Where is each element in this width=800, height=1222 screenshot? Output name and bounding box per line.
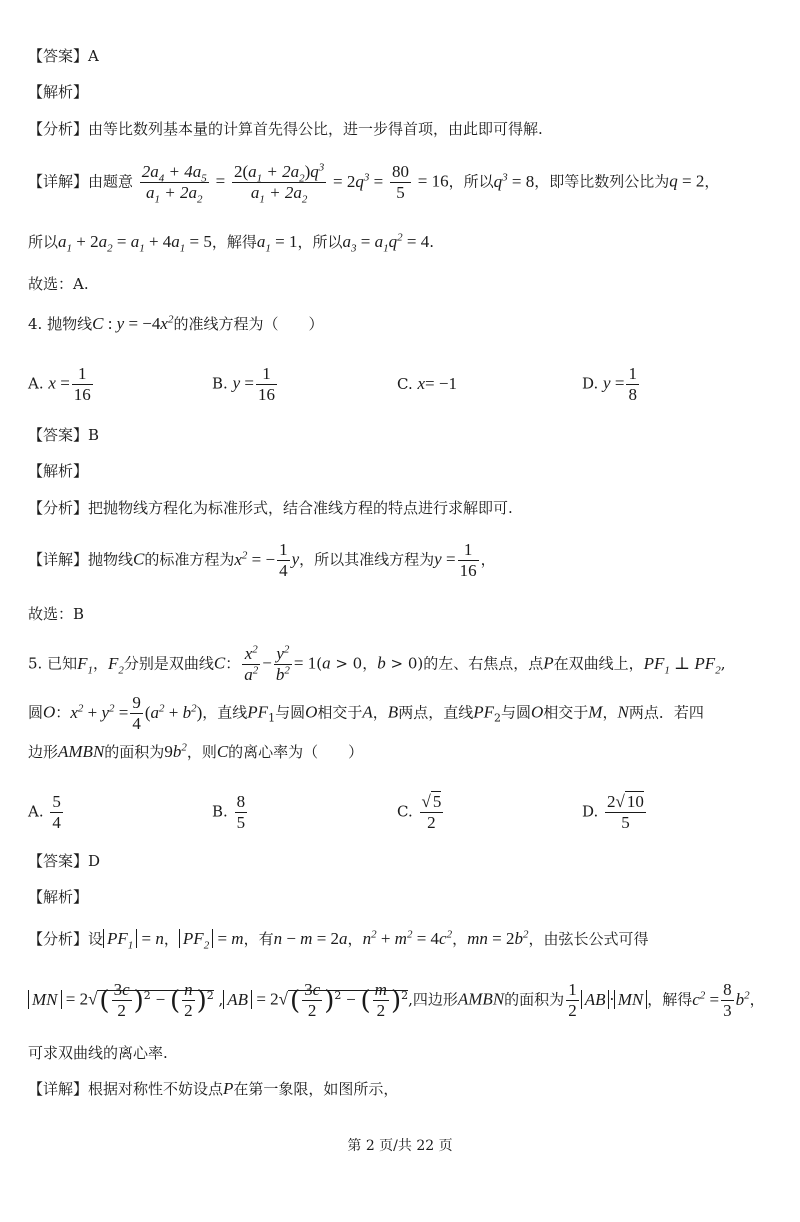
q4-option-c[interactable]: C. x= −1 xyxy=(397,374,457,393)
q3-answer: 【答案】A xyxy=(28,47,99,65)
q4-option-a[interactable]: A. x = $\frac{1}{16}$ xyxy=(28,364,91,404)
q5-option-c[interactable]: C. $\frac{√ 5}{2}$ xyxy=(397,792,442,832)
q3-line2: 所以$a_1 + 2a_2 = a_1 + 4a_1 = 5$，解得$a_1 = 1$，所以$a_3 = a_1q^2 = 4$. xyxy=(28,231,434,255)
q4-option-b[interactable]: B. y = $\frac{1}{16}$ xyxy=(212,364,275,404)
q4-conclusion: 故选：B xyxy=(28,605,85,623)
q5-detail: 【详解】根据对称性不妨设点P在第一象限，如图所示， xyxy=(28,1079,399,1098)
q5-fenxi: 【分析】设 $PF_1 = n$， $PF_2 = m$，有n − m = 2a，$n^2 + m^2 = 4c^2$，mn = $2b^2$，由弦长公式可得 xyxy=(28,928,649,952)
q5-option-d[interactable]: D. $\frac{2√ 10}{5}$ xyxy=(582,792,644,832)
q5-chord-formula: MN = 2√( $\frac{3c}{2}$ )$^2$ − ( $\frac{n}{2}$ )$^2$ , AB = 2√( $\frac{3c}{2}$ )$^2$ − ( $\frac{m}{2}$ )$^2$,四边形AMBN的面积为 $\frac{1}{2}$ AB · MN ，解得$c^2$ = $\frac{8}{3}$ $b^2$， xyxy=(28,980,765,1021)
q3-frac-1: $\frac{2a_4 + 4a_5}{a_1 + 2a_2}$ xyxy=(141,162,207,206)
q3-fenxi: 【分析】由等比数列基本量的计算首先得公比，进一步得首项，由此即可得解. xyxy=(28,120,543,138)
q5-question-line2: 圆O：$x^2 + y^2$ = $\frac{9}{4}$ $(a^2 + b^2)$，直线$PF_1$与圆O相交于A，B两点，直线$PF_2$与圆O相交于M，N两点．若四 xyxy=(28,693,704,733)
q3-conclusion: 故选：A. xyxy=(28,275,89,293)
page-footer: 第 2 页/共 22 页 xyxy=(347,1138,453,1154)
q5-option-a[interactable]: A. $\frac{5}{4}$ xyxy=(28,792,61,832)
q4-question: 4. 抛物线C : $y = -4x^2$的准线方程为（ ） xyxy=(28,313,324,333)
q5-answer: 【答案】D xyxy=(28,852,101,870)
q3-detail: 【详解】由题意 $\frac{2a_4 + 4a_5}{a_1 + 2a_2}$ = $\frac{2(a_1 + 2a_2)q^3}{a_1 + 2a_2}$ = $2q^3$ = $\frac{80}{5}$ = 16，所以$q^3 = 8$，即等比数列公比为q = 2， xyxy=(28,161,720,206)
q5-line3: 可求双曲线的离心率. xyxy=(28,1044,168,1062)
q5-option-b[interactable]: B. $\frac{8}{5}$ xyxy=(212,792,246,832)
q4-detail: 【详解】抛物线C的标准方程为$x^2$ = − $\frac{1}{4}$ y，所以其准线方程为y = $\frac{1}{16}$ ， xyxy=(28,540,496,580)
q5-analysis-label: 【解析】 xyxy=(28,888,89,906)
q4-option-d[interactable]: D. y = $\frac{1}{8}$ xyxy=(582,364,637,404)
q3-frac-3: $\frac{80}{5}$ xyxy=(392,162,410,202)
q3-analysis-label: 【解析】 xyxy=(28,83,89,101)
q4-fenxi: 【分析】把抛物线方程化为标准形式，结合准线方程的特点进行求解即可. xyxy=(28,499,513,517)
q3-frac-2: $\frac{2(a_1 + 2a_2)q^3}{a_1 + 2a_2}$ xyxy=(233,161,325,206)
q5-question-line1: 5. 已知$F_1$，$F_2$分别是双曲线C： $\frac{x^2}{a^2}$ − $\frac{y^2}{b^2}$ = 1(a > 0，b > 0)的左、右焦点，点P在双曲线上，$PF_1$ ⊥ $PF_2$, xyxy=(28,643,726,684)
q4-analysis-label: 【解析】 xyxy=(28,462,89,480)
q4-answer: 【答案】B xyxy=(28,426,100,444)
q5-question-line3: 边形AMBN的面积为$9b^2$，则C的离心率为（ ） xyxy=(28,741,364,761)
